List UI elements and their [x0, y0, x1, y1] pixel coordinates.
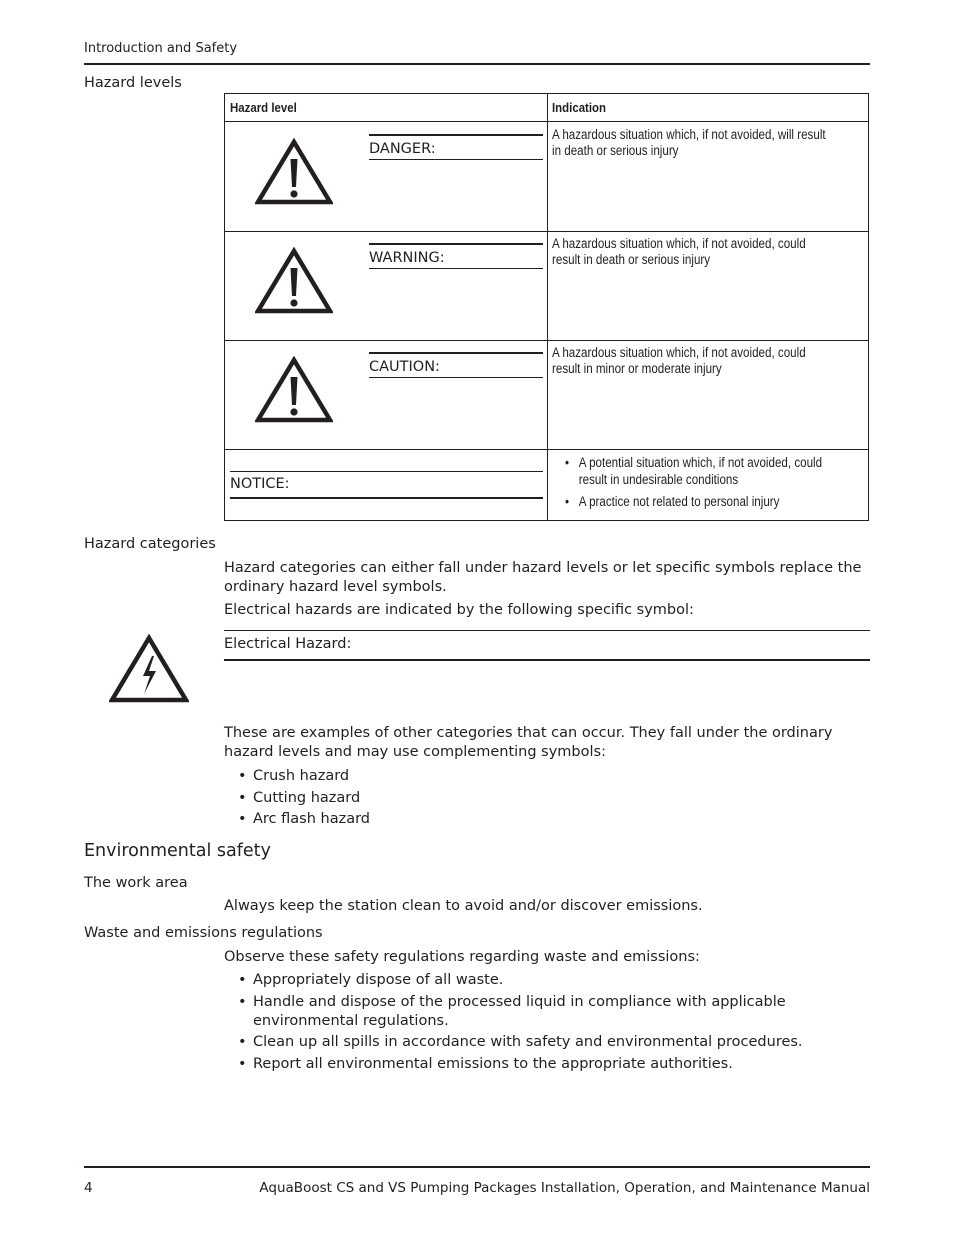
work-area-heading: The work area — [84, 875, 188, 891]
electrical-hazard-icon — [109, 634, 189, 704]
col-header-indication: Indication — [552, 100, 607, 115]
hazard-categories-heading: Hazard categories — [84, 536, 216, 552]
electrical-intro-paragraph: Electrical hazards are indicated by the following specific symbol: — [224, 602, 694, 618]
electrical-hazard-label: Electrical Hazard: — [224, 630, 870, 661]
list-item: • Arc flash hazard — [238, 810, 870, 829]
waste-regulations-heading: Waste and emissions regulations — [84, 925, 323, 941]
hazard-level-danger: DANGER: — [369, 134, 543, 160]
footer-rule — [84, 1166, 870, 1168]
hazard-levels-heading: Hazard levels — [84, 75, 182, 91]
indication-warning: A hazardous situation which, if not avoided, could result in death or serious injury — [552, 236, 806, 267]
hazard-level-warning: WARNING: — [369, 243, 543, 269]
list-item: • Cutting hazard — [238, 789, 870, 808]
list-item: • Crush hazard — [238, 767, 870, 786]
hazard-categories-paragraph: Hazard categories can either fall under hazard levels or let specific symbols replace the ordinary hazard level symbols. — [224, 560, 862, 595]
running-header: Introduction and Safety — [84, 41, 238, 56]
row-divider — [225, 231, 868, 232]
waste-regulations-list — [238, 971, 870, 1076]
warning-triangle-icon — [255, 138, 333, 206]
row-divider — [225, 340, 868, 341]
list-item: • A potential situation which, if not avoided, could result in undesirable conditions — [565, 454, 849, 488]
column-divider — [547, 94, 548, 520]
work-area-text: Always keep the station clean to avoid and/or discover emissions. — [224, 898, 703, 914]
col-header-hazard-level: Hazard level — [230, 100, 297, 115]
list-item: • Handle and dispose of the processed liquid in compliance with applicable environmental regulations. — [238, 993, 870, 1031]
row-divider — [225, 121, 868, 122]
warning-triangle-icon — [255, 247, 333, 315]
hazard-level-caution: CAUTION: — [369, 352, 543, 378]
list-item: • Appropriately dispose of all waste. — [238, 971, 870, 990]
list-item: • A practice not related to personal injury — [565, 493, 849, 510]
hazard-level-notice: NOTICE: — [230, 471, 543, 499]
hazard-examples-list — [238, 767, 870, 832]
footer-title: AquaBoost CS and VS Pumping Packages Installation, Operation, and Maintenance Manual — [259, 1180, 870, 1196]
indication-danger: A hazardous situation which, if not avoided, will result in death or serious injury — [552, 127, 826, 158]
warning-triangle-icon — [255, 356, 333, 424]
categories-examples-paragraph: These are examples of other categories that can occur. They fall under the ordinary hazard levels and may use complementing symbols: — [224, 725, 833, 760]
list-item: • Report all environmental emissions to the appropriate authorities. — [238, 1055, 870, 1074]
row-divider — [225, 449, 868, 450]
indication-caution: A hazardous situation which, if not avoided, could result in minor or moderate injury — [552, 345, 806, 376]
notice-indication-list — [565, 454, 849, 515]
list-item: • Clean up all spills in accordance with safety and environmental procedures. — [238, 1033, 870, 1052]
header-rule — [84, 63, 870, 65]
environmental-safety-heading: Environmental safety — [84, 841, 271, 861]
waste-intro-text: Observe these safety regulations regarding waste and emissions: — [224, 949, 700, 965]
page-number: 4 — [84, 1180, 93, 1196]
hazard-level-table — [224, 93, 869, 521]
